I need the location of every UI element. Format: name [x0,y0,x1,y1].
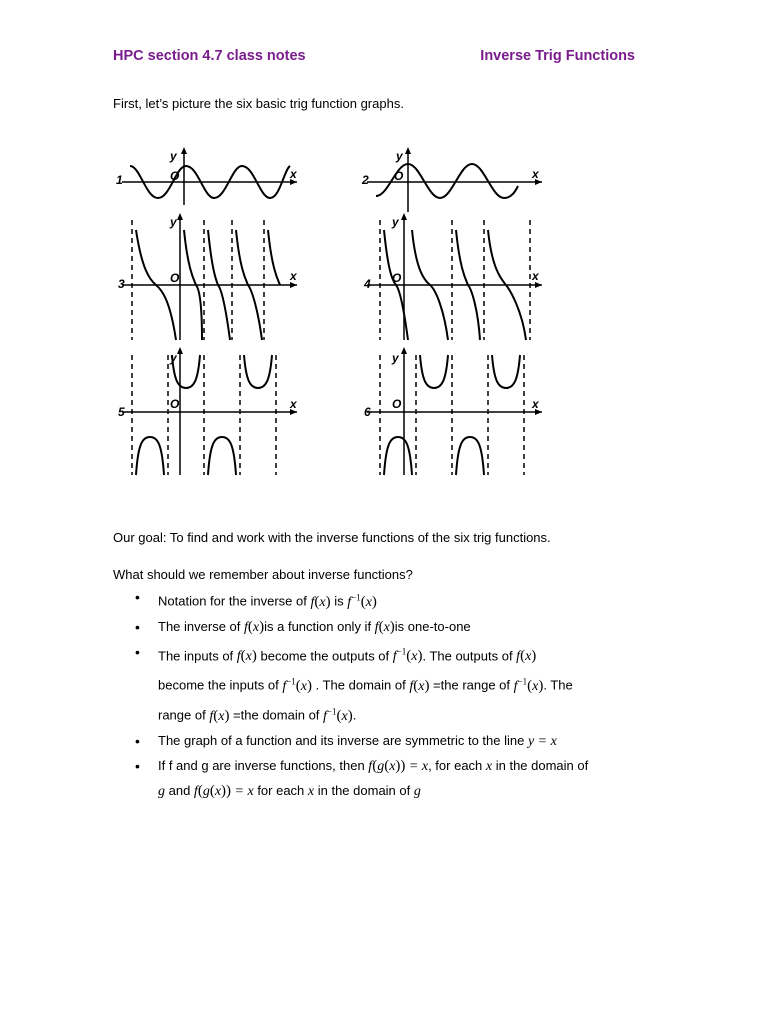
graph-1-number: 1 [116,173,123,187]
graph-5-y-label: y [170,351,177,365]
inverse-function-facts-list [113,585,673,804]
graph-6-x-label: x [532,397,539,411]
graph-2-number: 2 [362,173,369,187]
trig-graphs-figure [112,140,542,480]
graph-2-y-label: y [396,149,403,163]
graph-1-origin: O [170,169,180,183]
graph-3-x-label: x [290,269,297,283]
list-item-domain-range: • The inputs of f(x) become the outputs of $f^{-1}(x)$. The outputs of f(x) become the inputs of $f^{-1}(x)$ . The domain of f(x) =the range of $f^{-1}(x)$. The range of f(x) =the domain of $f^{-1}(x)$. [113,640,673,729]
graph-6-origin: O [392,397,402,411]
graph-3-y-label: y [170,215,177,229]
graph-3-origin: O [170,271,180,285]
graph-1-y-label: y [170,149,177,163]
graph-6-number: 6 [364,405,371,419]
list-item-one-to-one: • The inverse of f(x)is a function only if f(x)is one-to-one [113,615,673,640]
list-item-symmetry: • The graph of a function and its inverse are symmetric to the line y = x [113,729,673,754]
graph-4-number: 4 [364,277,371,291]
list-item-composition: • If f and g are inverse functions, then f(g(x)) = x, for each x in the domain of g and f(g(x)) = x for each x in the domain of g [113,754,673,804]
graph-2-x-label: x [532,167,539,181]
header-left-title: HPC section 4.7 class notes [113,48,306,64]
graph-1-x-label: x [290,167,297,181]
graph-1-sine [122,147,297,205]
header-right-title: Inverse Trig Functions [480,48,635,64]
goal-text: Our goal: To find and work with the inverse functions of the six trig functions. [113,530,551,545]
list-item-notation: • Notation for the inverse of f(x) is $f^{-1}(x)$ [113,585,673,615]
remember-heading: What should we remember about inverse functions? [113,567,413,582]
graph-3-tangent [122,213,297,340]
graph-4-origin: O [392,271,402,285]
graph-6-secant [367,347,542,475]
graph-5-cosecant [122,347,297,475]
graph-5-number: 5 [118,405,125,419]
graph-5-origin: O [170,397,180,411]
intro-text: First, let’s picture the six basic trig function graphs. [113,96,404,111]
graph-6-y-label: y [392,351,399,365]
graph-5-x-label: x [290,397,297,411]
graph-3-number: 3 [118,277,125,291]
page-header [113,48,635,64]
graph-2-origin: O [394,169,404,183]
graph-4-x-label: x [532,269,539,283]
graph-4-y-label: y [392,215,399,229]
